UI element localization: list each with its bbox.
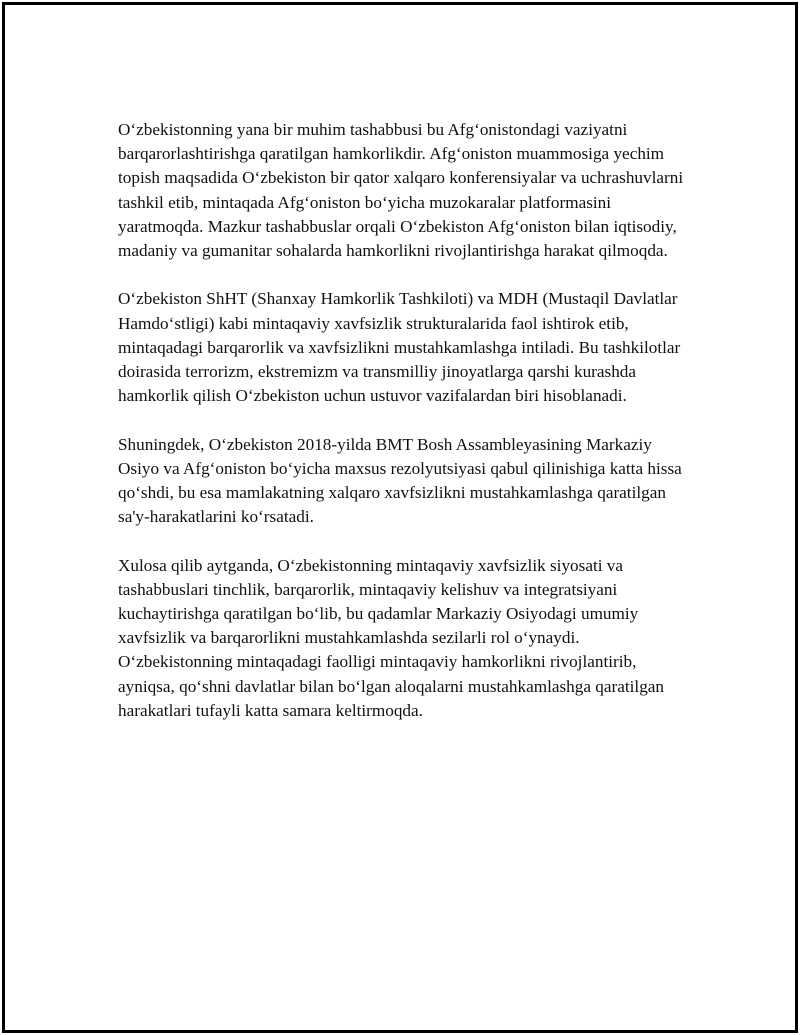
- paragraph-conclusion: Xulosa qilib aytganda, O‘zbekistonning mintaqaviy xavfsizlik siyosati va tashabbuslari tinchlik, barqarorlik, mintaqaviy kelishuv va integratsiyani kuchaytirishga qaratilgan bo‘lib, bu qadamlar Markaziy Osiyodagi umumiy xavfsizlik va barqarorlikni mustahkamlashda sezilarli rol o‘ynaydi. O‘zbekistonning mintaqadagi faolligi mintaqaviy hamkorlikni rivojlantirib, ayniqsa, qo‘shni davlatlar bilan bo‘lgan aloqalarni mustahkamlashga qaratilgan harakatlari tufayli katta samara keltirmoqda.: [118, 555, 665, 720]
- paragraph-afghanistan-cooperation: O‘zbekistonning yana bir muhim tashabbusi bu Afg‘onistondagi vaziyatni barqarorlashtirishga qaratilgan hamkorlikdir. Afg‘oniston muammosiga yechim topish maqsadida O‘zbekiston bir qator xalqaro konferensiyalar va uchrashuvlarni tashkil etib, mintaqada Afg‘oniston bo‘yicha muzokaralar platformasini yaratmoqda. Mazkur tashabbuslar orqali O‘zbekiston Afg‘oniston bilan iqtisodiy, madaniy va gumanitar sohalarda hamkorlikni rivojlantirishga harakat qilmoqda.: [118, 120, 684, 261]
- paragraph-sco-cis-security: O‘zbekiston ShHT (Shanxay Hamkorlik Tashkiloti) va MDH (Mustaqil Davlatlar Hamdo‘stligi) kabi mintaqaviy xavfsizlik strukturalarida faol ishtirok etib, mintaqadagi barqarorlik va xavfsizlikni mustahkamlashga intiladi. Bu tashkilotlar doirasida terrorizm, ekstremizm va transmilliy jinoyatlarga qarshi kurashda hamkorlik qilish O‘zbekiston uchun ustuvor vazifalardan biri hisoblanadi.: [118, 289, 681, 406]
- paragraph-un-resolution: Shuningdek, O‘zbekiston 2018-yilda BMT Bosh Assambleyasining Markaziy Osiyo va Afg‘oniston bo‘yicha maxsus rezolyutsiyasi qabul qilinishiga katta hissa qo‘shdi, bu esa mamlakatning xalqaro xavfsizlikni mustahkamlashga qaratilgan sa'y-harakatlarini ko‘rsatadi.: [118, 434, 682, 527]
- document-body: [118, 118, 688, 747]
